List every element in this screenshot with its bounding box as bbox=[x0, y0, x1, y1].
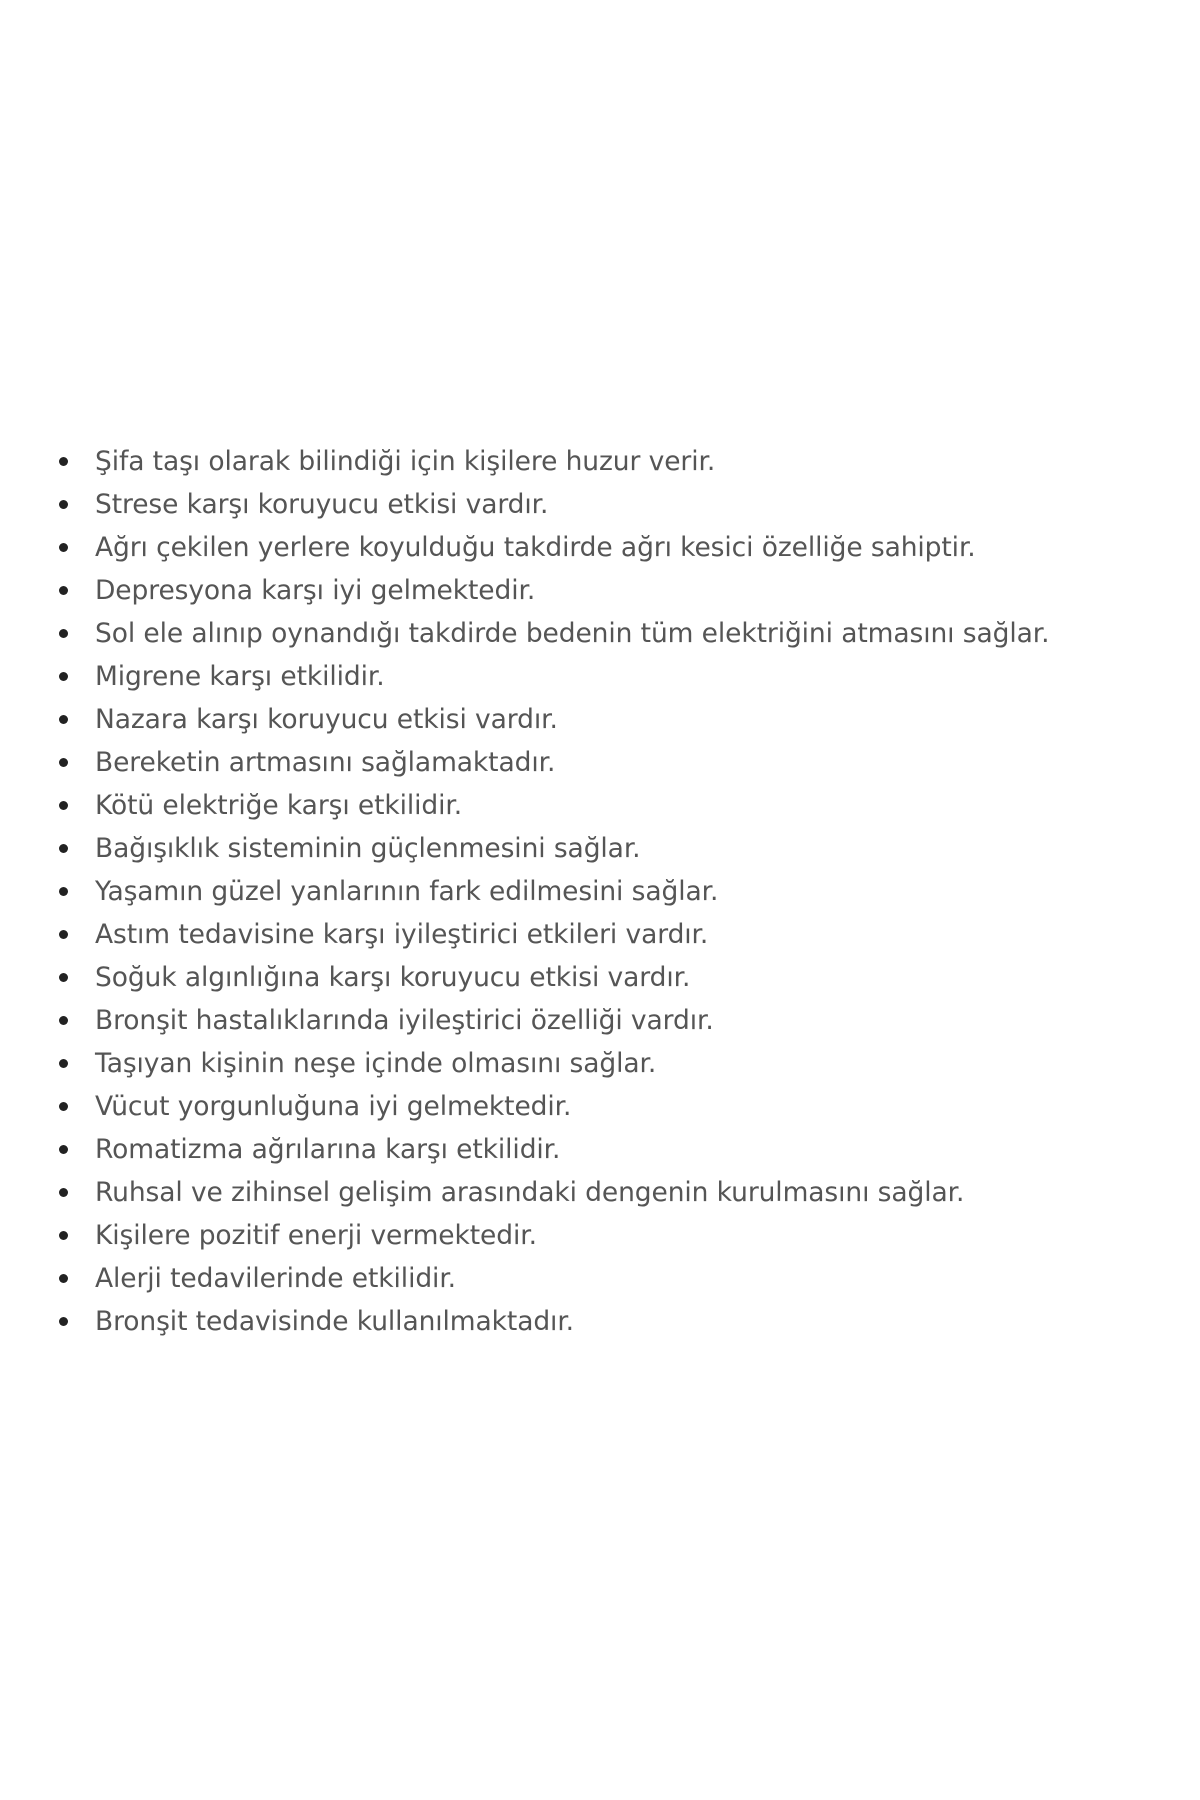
bullet-icon bbox=[59, 1102, 68, 1111]
bullet-icon bbox=[59, 1274, 68, 1283]
list-item-text: Sol ele alınıp oynandığı takdirde bedenin tüm elektriğini atmasını sağlar. bbox=[95, 618, 1050, 649]
list-item-text: Astım tedavisine karşı iyileştirici etkileri vardır. bbox=[95, 919, 709, 950]
list-item bbox=[58, 913, 1200, 956]
list-item bbox=[58, 569, 1200, 612]
bullet-icon bbox=[59, 1145, 68, 1154]
content-area bbox=[0, 440, 1200, 1343]
list-item bbox=[58, 827, 1200, 870]
bullet-icon bbox=[59, 457, 68, 466]
list-item bbox=[58, 1128, 1200, 1171]
bullet-icon bbox=[59, 629, 68, 638]
bullet-icon bbox=[59, 1016, 68, 1025]
bullet-icon bbox=[59, 1188, 68, 1197]
list-item-text: Nazara karşı koruyucu etkisi vardır. bbox=[95, 704, 558, 735]
bullet-icon bbox=[59, 715, 68, 724]
list-item-text: Ruhsal ve zihinsel gelişim arasındaki dengenin kurulmasını sağlar. bbox=[95, 1177, 965, 1208]
list-item-text: Bronşit hastalıklarında iyileştirici özelliği vardır. bbox=[95, 1005, 714, 1036]
bullet-icon bbox=[59, 973, 68, 982]
list-item-text: Şifa taşı olarak bilindiği için kişilere huzur verir. bbox=[95, 446, 716, 477]
list-item-text: Soğuk algınlığına karşı koruyucu etkisi vardır. bbox=[95, 962, 691, 993]
list-item bbox=[58, 655, 1200, 698]
list-item bbox=[58, 999, 1200, 1042]
list-item bbox=[58, 741, 1200, 784]
list-item-text: Romatizma ağrılarına karşı etkilidir. bbox=[95, 1134, 561, 1165]
bullet-icon bbox=[59, 500, 68, 509]
list-item bbox=[58, 870, 1200, 913]
list-item-text: Kişilere pozitif enerji vermektedir. bbox=[95, 1220, 537, 1251]
bullet-icon bbox=[59, 543, 68, 552]
list-item-text: Alerji tedavilerinde etkilidir. bbox=[95, 1263, 457, 1294]
benefits-list bbox=[0, 440, 1200, 1343]
bullet-icon bbox=[59, 586, 68, 595]
list-item-text: Kötü elektriğe karşı etkilidir. bbox=[95, 790, 463, 821]
bullet-icon bbox=[59, 844, 68, 853]
list-item bbox=[58, 698, 1200, 741]
list-item-text: Bronşit tedavisinde kullanılmaktadır. bbox=[95, 1306, 575, 1337]
list-item bbox=[58, 1257, 1200, 1300]
bullet-icon bbox=[59, 1231, 68, 1240]
list-item bbox=[58, 440, 1200, 483]
list-item-text: Bağışıklık sisteminin güçlenmesini sağlar. bbox=[95, 833, 641, 864]
list-item-text: Vücut yorgunluğuna iyi gelmektedir. bbox=[95, 1091, 572, 1122]
list-item bbox=[58, 1042, 1200, 1085]
list-item bbox=[58, 1300, 1200, 1343]
bullet-icon bbox=[59, 1059, 68, 1068]
list-item-text: Taşıyan kişinin neşe içinde olmasını sağlar. bbox=[95, 1048, 657, 1079]
list-item bbox=[58, 1085, 1200, 1128]
bullet-icon bbox=[59, 801, 68, 810]
list-item bbox=[58, 1214, 1200, 1257]
list-item-text: Bereketin artmasını sağlamaktadır. bbox=[95, 747, 556, 778]
list-item-text: Yaşamın güzel yanlarının fark edilmesini sağlar. bbox=[95, 876, 719, 907]
list-item bbox=[58, 1171, 1200, 1214]
list-item-text: Depresyona karşı iyi gelmektedir. bbox=[95, 575, 536, 606]
bullet-icon bbox=[59, 672, 68, 681]
list-item-text: Ağrı çekilen yerlere koyulduğu takdirde ağrı kesici özelliğe sahiptir. bbox=[95, 532, 976, 563]
bullet-icon bbox=[59, 1317, 68, 1326]
list-item bbox=[58, 784, 1200, 827]
list-item bbox=[58, 483, 1200, 526]
list-item bbox=[58, 526, 1200, 569]
list-item-text: Migrene karşı etkilidir. bbox=[95, 661, 385, 692]
list-item bbox=[58, 612, 1200, 655]
bullet-icon bbox=[59, 930, 68, 939]
bullet-icon bbox=[59, 758, 68, 767]
bullet-icon bbox=[59, 887, 68, 896]
list-item bbox=[58, 956, 1200, 999]
list-item-text: Strese karşı koruyucu etkisi vardır. bbox=[95, 489, 549, 520]
